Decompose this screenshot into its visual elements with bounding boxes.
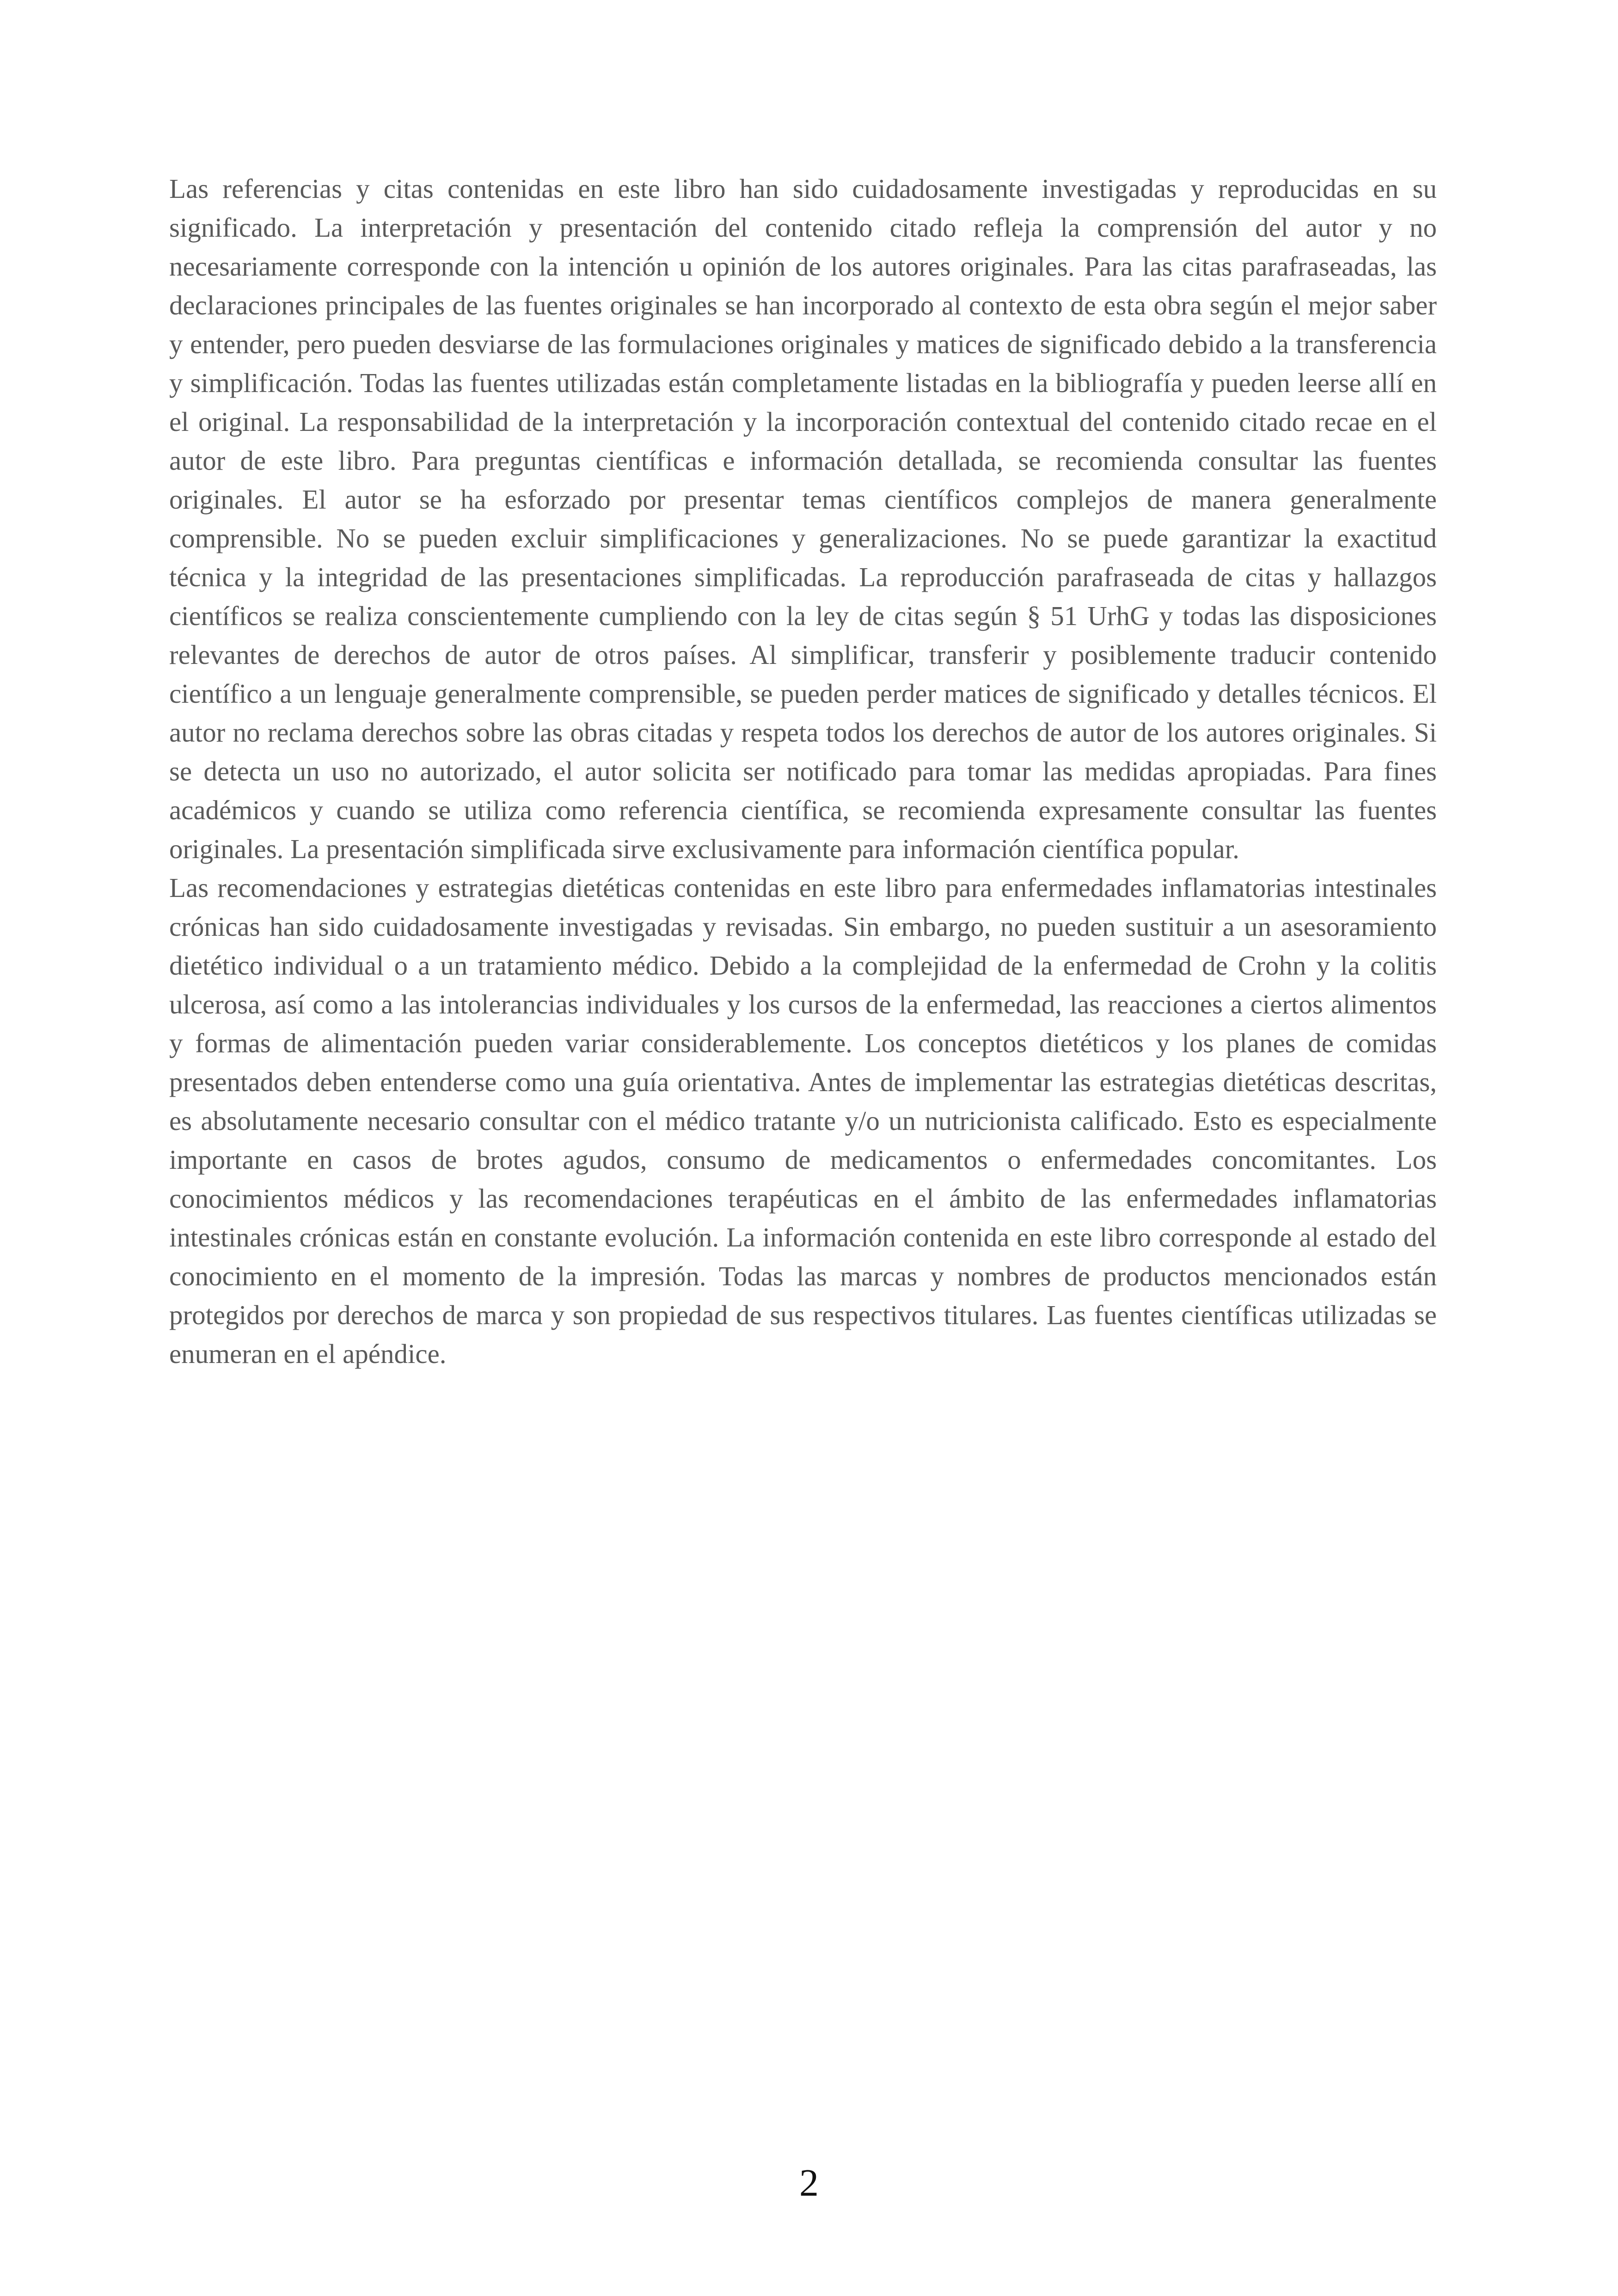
- paragraph-dietary-disclaimer: Las recomendaciones y estrategias dietéticas contenidas en este libro para enfermedades inflamatorias intestinales crónicas han sido cuidadosamente investigadas y revisadas. Sin embargo, no pueden sustituir a un asesoramiento dietético individual o a un tratamiento médico. Debido a la complejidad de la enfermedad de Crohn y la colitis ulcerosa, así como a las intolerancias individuales y los cursos de la enfermedad, las reacciones a ciertos alimentos y formas de alimentación pueden variar considerablemente. Los conceptos dietéticos y los planes de comidas presentados deben entenderse como una guía orientativa. Antes de implementar las estrategias dietéticas descritas, es absolutamente necesario consultar con el médico tratante y/o un nutricionista calificado. Esto es especialmente importante en casos de brotes agudos, consumo de medicamentos o enfermedades concomitantes. Los conocimientos médicos y las recomendaciones terapéuticas en el ámbito de las enfermedades inflamatorias intestinales crónicas están en constante evolución. La información contenida en este libro corresponde al estado del conocimiento en el momento de la impresión. Todas las marcas y nombres de productos mencionados están protegidos por derechos de marca y son propiedad de sus respectivos titulares. Las fuentes científicas utilizadas se enumeran en el apéndice.: [169, 872, 1437, 1369]
- page-number: 2: [799, 2161, 819, 2204]
- paragraph-citations-notice: Las referencias y citas contenidas en este libro han sido cuidadosamente investigadas y reproducidas en su significado. La interpretación y presentación del contenido citado refleja la comprensión del autor y no necesariamente corresponde con la intención u opinión de los autores originales. Para las citas parafraseadas, las declaraciones principales de las fuentes originales se han incorporado al contexto de esta obra según el mejor saber y entender, pero pueden desviarse de las formulaciones originales y matices de significado debido a la transferencia y simplificación. Todas las fuentes utilizadas están completamente listadas en la bibliografía y pueden leerse allí en el original. La responsabilidad de la interpretación y la incorporación contextual del contenido citado recae en el autor de este libro. Para preguntas científicas e información detallada, se recomienda consultar las fuentes originales. El autor se ha esforzado por presentar temas científicos complejos de manera generalmente comprensible. No se pueden excluir simplificaciones y generalizaciones. No se puede garantizar la exactitud técnica y la integridad de las presentaciones simplificadas. La reproducción parafraseada de citas y hallazgos científicos se realiza conscientemente cumpliendo con la ley de citas según § 51 UrhG y todas las disposiciones relevantes de derechos de autor de otros países. Al simplificar, transferir y posiblemente traducir contenido científico a un lenguaje generalmente comprensible, se pueden perder matices de significado y detalles técnicos. El autor no reclama derechos sobre las obras citadas y respeta todos los derechos de autor de los autores originales. Si se detecta un uso no autorizado, el autor solicita ser notificado para tomar las medidas apropiadas. Para fines académicos y cuando se utiliza como referencia científica, se recomienda expresamente consultar las fuentes originales. La presentación simplificada sirve exclusivamente para información científica popular.: [169, 173, 1437, 864]
- body-text: [169, 169, 1437, 1373]
